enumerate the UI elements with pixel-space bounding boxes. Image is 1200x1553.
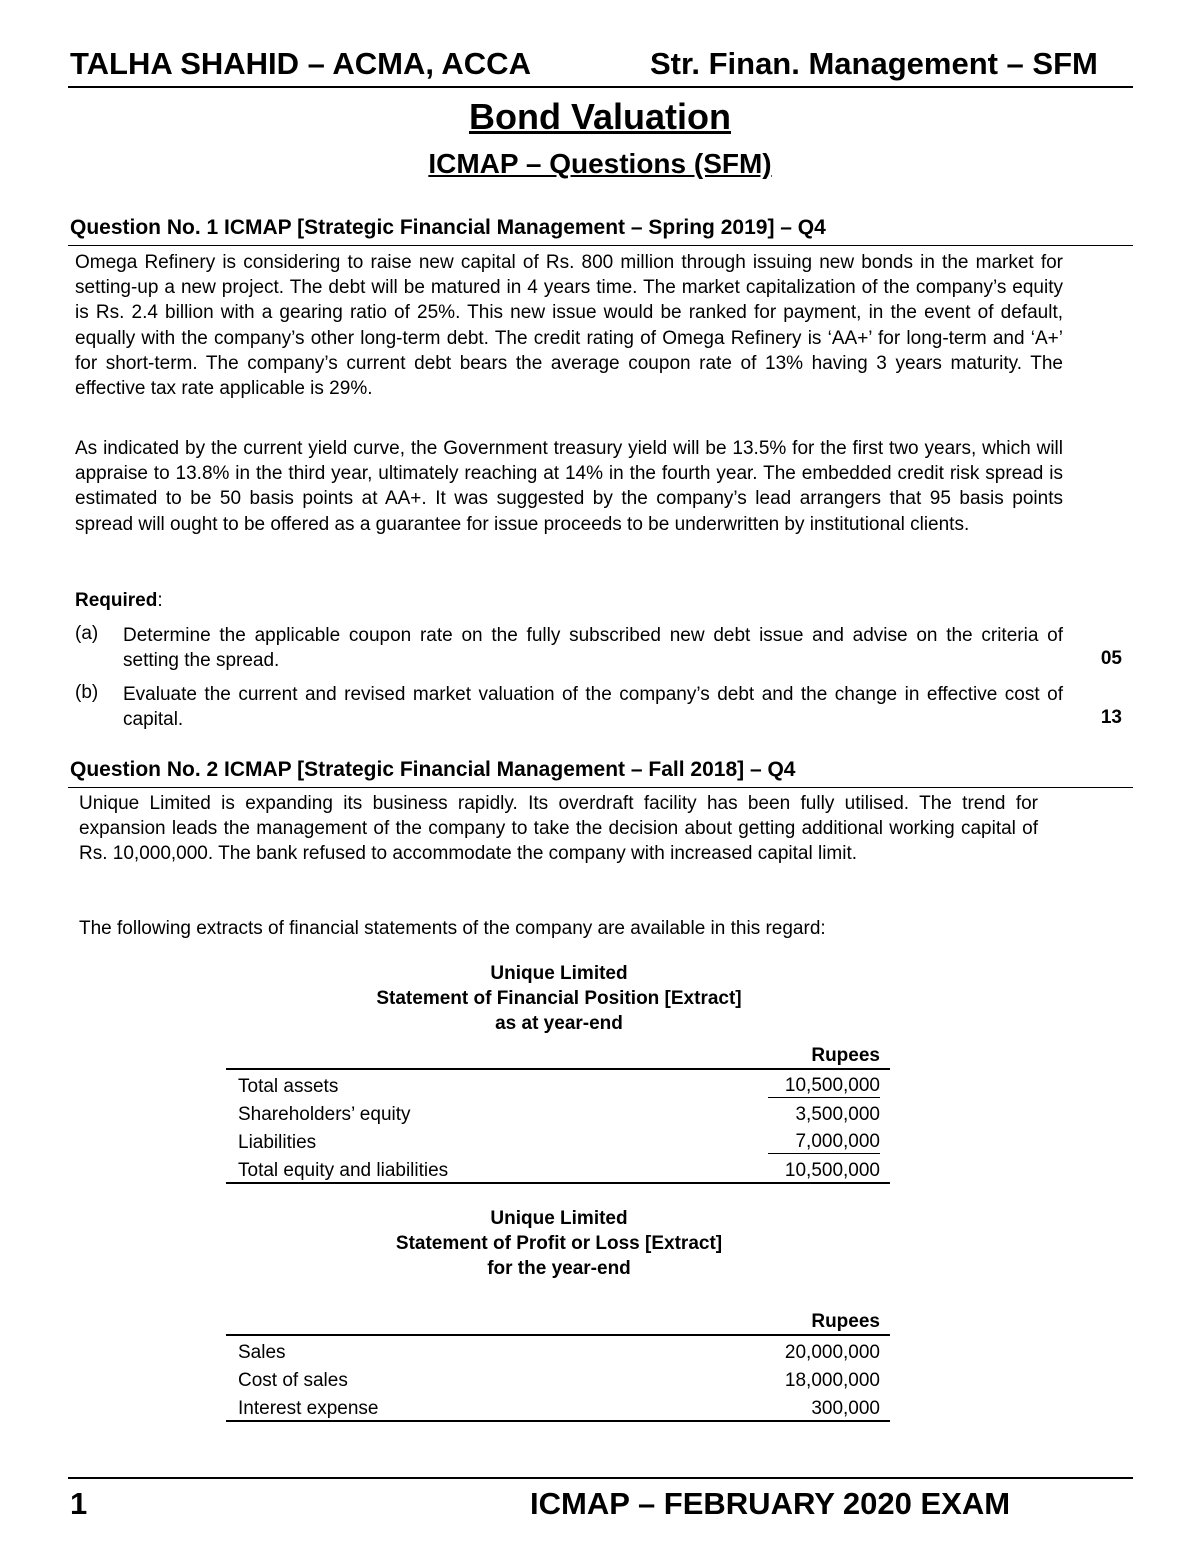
sofp-header-row [226, 1038, 890, 1069]
sofp-row-amount: 10,500,000 [768, 1075, 880, 1098]
table-row [226, 1069, 890, 1098]
question-1-paragraph-2: As indicated by the current yield curve, the Government treasury yield will be 13.5% for the first two years, which will appraise to 13.8% in the third year, ultimately reaching at 14% in the fourth year. The embedded credit risk spread is estimated to be 50 basis points at AA+. It was suggested by the company’s lead arrangers that 95 basis points spread will ought to be offered as a guarantee for issue proceeds to be underwritten by institutional clients. [75, 438, 1063, 535]
required-label: Required: [75, 590, 163, 611]
footer-page-number: 1 [70, 1486, 88, 1521]
item-b-marks: 13 [1100, 707, 1122, 728]
sofp-caption [228, 961, 890, 1036]
question-2-paragraph-1: Unique Limited is expanding its business rapidly. Its overdraft facility has been fully utilised. The trend for expansion leads the management of the company to take the decision about getting additional working capital of Rs. 10,000,000. The bank refused to accommodate the company with increased capital limit. [79, 793, 1038, 865]
table-row [226, 1335, 890, 1364]
header-author: TALHA SHAHID – ACMA, ACCA [70, 46, 531, 81]
table-row [226, 1098, 890, 1126]
sopl-row-amount: 20,000,000 [784, 1342, 880, 1363]
sofp-company: Unique Limited [490, 963, 628, 984]
table-row [226, 1364, 890, 1392]
question-1-rule [68, 245, 1133, 246]
item-a-marks: 05 [1100, 648, 1122, 669]
item-a-letter: (a) [75, 623, 99, 644]
sofp-period: as at year-end [495, 1013, 623, 1034]
table-row [226, 1126, 890, 1154]
question-1-heading: Question No. 1 ICMAP [Strategic Financial Management – Spring 2019] – Q4 [70, 216, 826, 239]
sofp-row-label: Total equity and liabilities [238, 1160, 449, 1181]
sopl-row-amount: 18,000,000 [784, 1370, 880, 1391]
sopl-header-row [226, 1304, 890, 1335]
page-title: Bond Valuation [468, 96, 731, 137]
sofp-title: Statement of Financial Position [Extract] [376, 988, 742, 1009]
sopl-row-label: Sales [238, 1342, 286, 1363]
footer-exam: ICMAP – FEBRUARY 2020 EXAM [530, 1486, 1011, 1521]
sopl-row-label: Interest expense [238, 1398, 379, 1419]
table-row [226, 1154, 890, 1183]
sopl-caption [228, 1206, 890, 1281]
table-row [226, 1392, 890, 1421]
sopl-period: for the year-end [487, 1258, 631, 1279]
sofp-row-label: Shareholders’ equity [238, 1104, 411, 1125]
sofp-row-label: Liabilities [238, 1132, 317, 1153]
question-2-heading: Question No. 2 ICMAP [Strategic Financial Management – Fall 2018] – Q4 [70, 758, 796, 781]
question-2-rule [68, 787, 1133, 788]
footer-rule [68, 1477, 1133, 1479]
item-b-text: Evaluate the current and revised market valuation of the company’s debt and the change in effective cost of capital. [123, 684, 1063, 731]
sofp-table [226, 1038, 890, 1184]
sofp-currency: Rupees [811, 1045, 880, 1066]
header-course: Str. Finan. Management – SFM [650, 46, 1098, 81]
sopl-title: Statement of Profit or Loss [Extract] [395, 1233, 723, 1254]
sopl-currency: Rupees [811, 1311, 880, 1332]
question-1-paragraph-1: Omega Refinery is considering to raise new capital of Rs. 800 million through issuing new bonds in the market for setting-up a new project. The debt will be matured in 4 years time. The market capitalization of the company’s equity is Rs. 2.4 billion with a gearing ratio of 25%. This new issue would be ranked for payment, in the event of default, equally with the company’s other long-term debt. The credit rating of Omega Refinery is ‘AA+’ for long-term and ‘A+’ for short-term. The company’s current debt bears the average coupon rate of 13% having 3 years maturity. The effective tax rate applicable is 29%. [75, 252, 1063, 400]
page-subtitle: ICMAP – Questions (SFM) [428, 148, 772, 179]
sofp-row-label: Total assets [238, 1076, 339, 1097]
sofp-row-amount: 3,500,000 [795, 1104, 880, 1125]
sofp-row-amount: 7,000,000 [768, 1131, 880, 1154]
question-2-paragraph-2: The following extracts of financial statements of the company are available in this regard: [79, 918, 826, 939]
item-b-letter: (b) [75, 682, 99, 703]
sopl-table [226, 1304, 890, 1422]
sopl-row-amount: 300,000 [811, 1398, 880, 1419]
item-a-text: Determine the applicable coupon rate on the fully subscribed new debt issue and advise on the criteria of setting the spread. [123, 625, 1063, 672]
sopl-company: Unique Limited [490, 1208, 628, 1229]
sofp-row-amount: 10,500,000 [784, 1160, 880, 1181]
sopl-row-label: Cost of sales [238, 1370, 348, 1391]
header-rule [68, 86, 1133, 88]
